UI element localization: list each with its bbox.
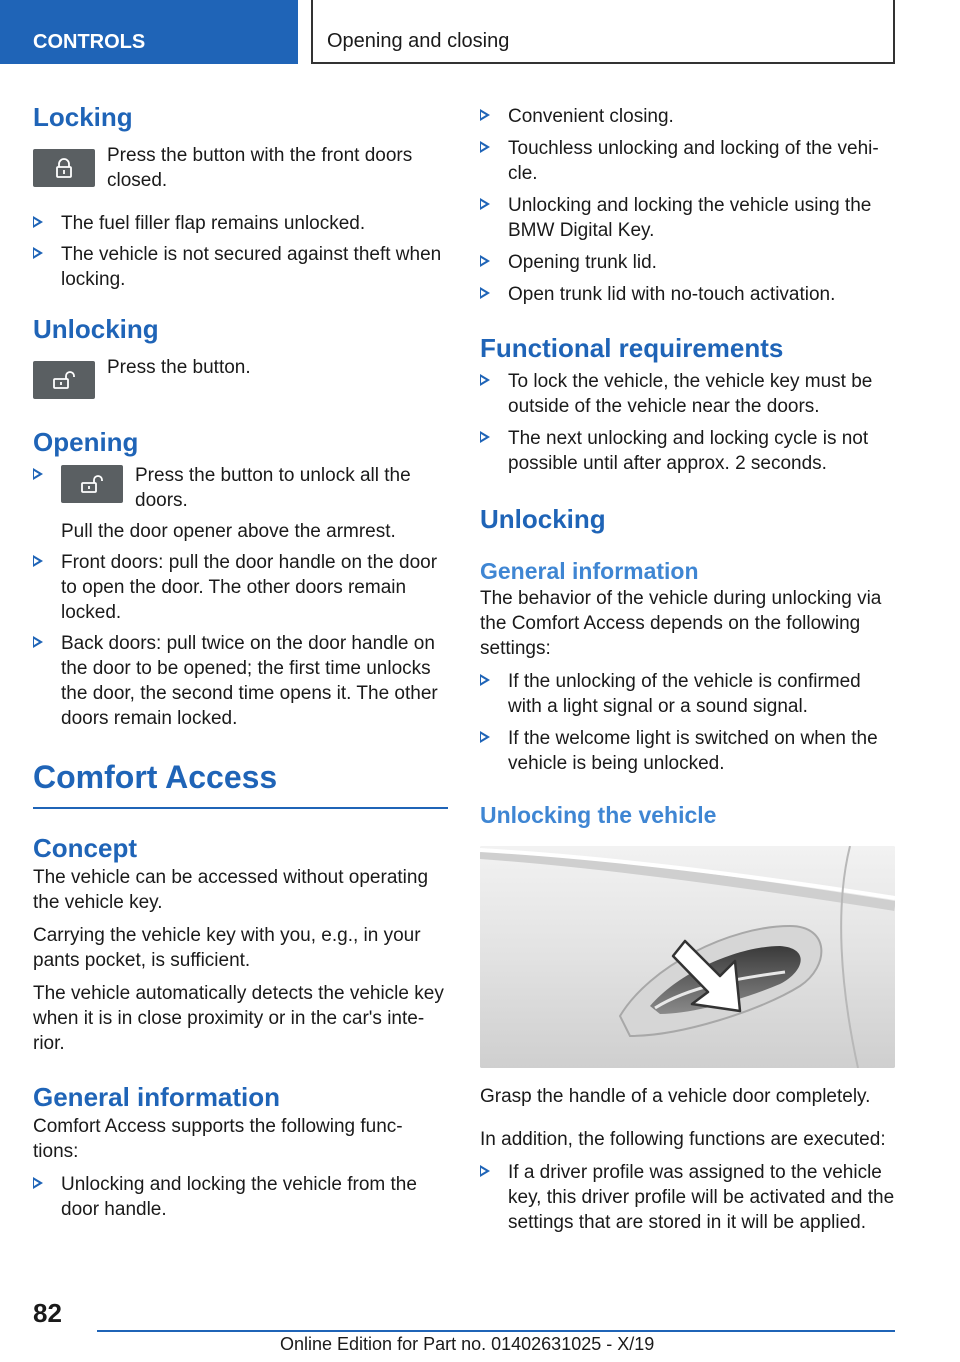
concept-heading: Concept — [33, 833, 137, 863]
list-item: Convenient closing. — [480, 104, 895, 129]
list-item: Open trunk lid with no-touch activation. — [480, 282, 895, 307]
general-information-text: Comfort Access supports the following func-tions: — [33, 1116, 403, 1162]
general-information-heading: General information — [480, 558, 699, 584]
unlocking-button-row — [33, 358, 448, 399]
general-information-list — [33, 1172, 448, 1222]
chapter-tab: CONTROLS — [0, 0, 298, 64]
page-number: 82 — [33, 1298, 62, 1328]
list-item: The fuel filler flap remains unlocked. — [33, 211, 448, 236]
list-item: To lock the vehicle, the vehicle key must be outside of the vehicle near the doors. — [480, 369, 895, 419]
list-item: Back doors: pull twice on the door handle on the door to be opened; the first time unlocks the door, the second time opens it. The other doors remain locked. — [33, 631, 448, 731]
lock-icon — [33, 149, 95, 187]
unlocking-heading: Unlocking — [480, 504, 606, 534]
unlocking-settings-list — [480, 669, 895, 776]
list-item: The next unlocking and locking cycle is not possible until after approx. 2 seconds. — [480, 426, 895, 476]
comfort-access-features-list — [480, 104, 895, 307]
left-column — [33, 100, 448, 1222]
list-item: Touchless unlocking and locking of the vehi-cle. — [480, 136, 895, 186]
unlocking-text: Press the button. — [107, 357, 251, 378]
concept-paragraph: The vehicle can be accessed without operating the vehicle key. — [33, 867, 429, 913]
list-item: The vehicle is not secured against theft when locking. — [33, 242, 448, 292]
comfort-access-heading: Comfort Access — [33, 759, 278, 795]
unlock-icon — [61, 465, 123, 503]
executed-functions-list — [480, 1160, 895, 1235]
list-item: Opening trunk lid. — [480, 250, 895, 275]
list-item: Front doors: pull the door handle on the door to open the door. The other doors remain locked. — [33, 550, 448, 625]
door-handle-photo — [480, 846, 895, 1068]
concept-paragraph: The vehicle automatically detects the vehicle key when it is in close proximity or in the car's inte-rior. — [33, 983, 444, 1054]
locking-text: Press the button with the front doors closed. — [107, 145, 413, 191]
functional-requirements-list — [480, 369, 895, 476]
photo-caption: Grasp the handle of a vehicle door completely. — [480, 1086, 871, 1107]
opening-heading: Opening — [33, 427, 139, 457]
locking-heading: Locking — [33, 102, 133, 132]
functional-requirements-heading: Functional requirements — [480, 333, 784, 363]
unlocking-heading: Unlocking — [33, 314, 159, 344]
opening-list — [33, 463, 448, 731]
locking-list — [33, 211, 448, 292]
list-item: Unlocking and locking the vehicle from the door handle. — [33, 1172, 448, 1222]
right-column — [480, 104, 895, 1235]
unlock-icon — [33, 361, 95, 399]
locking-button-row — [33, 146, 448, 193]
unlocking-vehicle-heading: Unlocking the vehicle — [480, 802, 717, 828]
section-divider — [33, 807, 448, 809]
opening-extra: Pull the door opener above the armrest. — [61, 521, 396, 542]
list-item: If a driver profile was assigned to the vehicle key, this driver profile will be activated and the settings that are stored in it will be applied. — [480, 1160, 895, 1235]
footer-divider — [97, 1330, 895, 1332]
list-item: If the welcome light is switched on when the vehicle is being unlocked. — [480, 726, 895, 776]
concept-paragraph: Carrying the vehicle key with you, e.g., in your pants pocket, is sufficient. — [33, 925, 421, 971]
unlocking-vehicle-text: In addition, the following functions are executed: — [480, 1129, 886, 1150]
opening-text: Press the button to unlock all the doors. — [135, 465, 411, 511]
section-title: Opening and closing — [311, 0, 895, 64]
list-item: If the unlocking of the vehicle is confirmed with a light signal or a sound signal. — [480, 669, 895, 719]
footer-edition: Online Edition for Part no. 01402631025 - X/19 — [280, 1334, 655, 1354]
list-item — [33, 463, 448, 544]
general-information-text: The behavior of the vehicle during unlocking via the Comfort Access depends on the following settings: — [480, 588, 882, 659]
list-item: Unlocking and locking the vehicle using the BMW Digital Key. — [480, 193, 895, 243]
general-information-heading: General information — [33, 1082, 281, 1112]
